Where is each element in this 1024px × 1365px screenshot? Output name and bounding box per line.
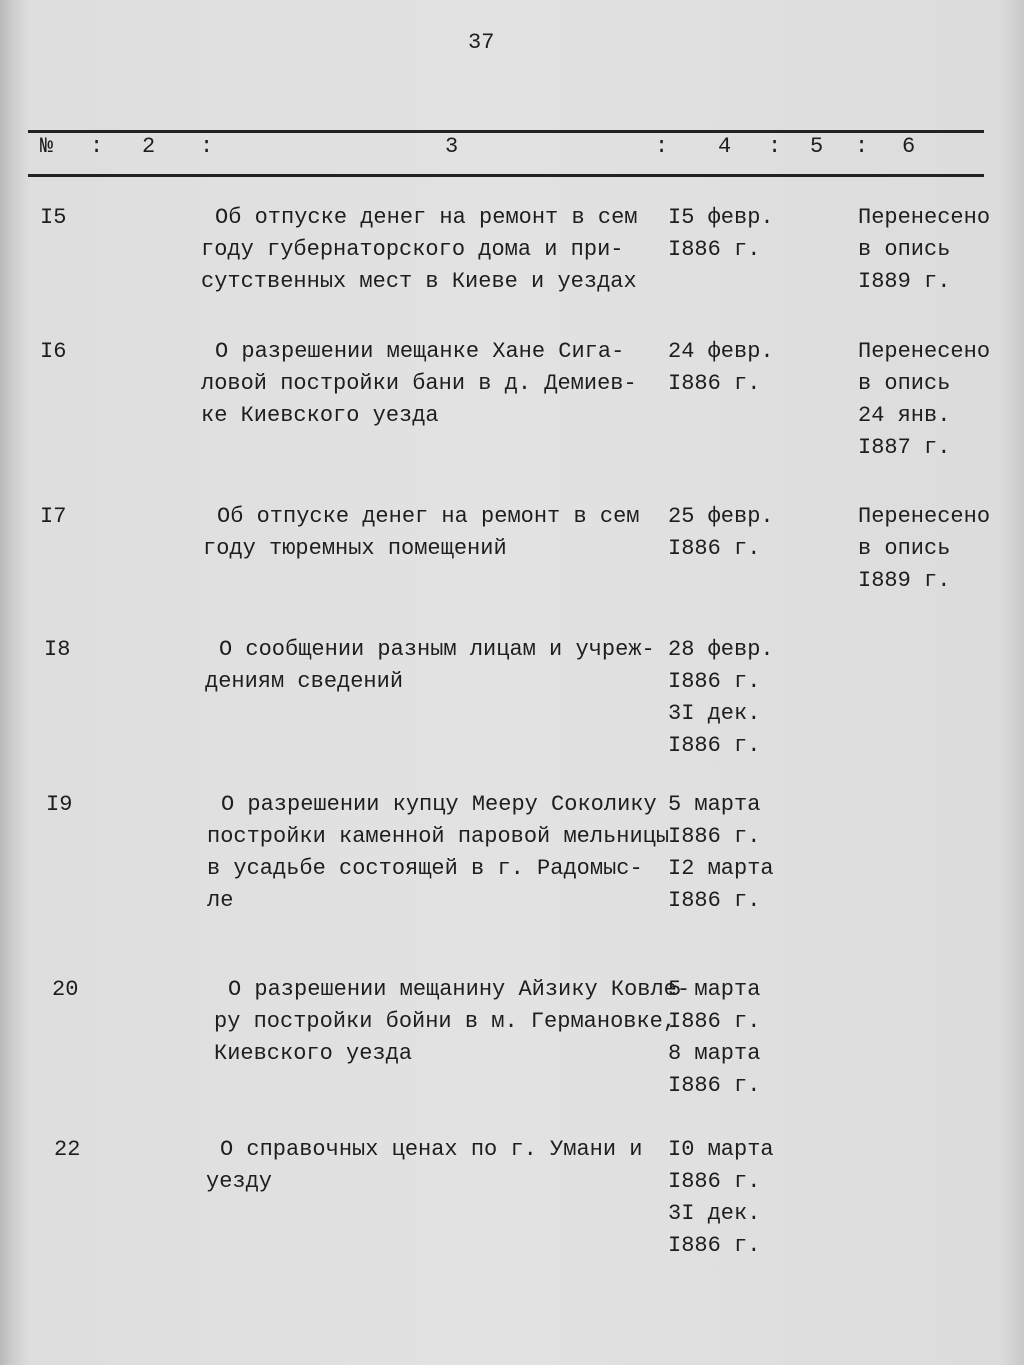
row-dates-line: 24 февр. [668, 339, 774, 364]
row-description-line: постройки каменной паровой мельницы [207, 824, 670, 849]
row-dates [668, 974, 760, 1102]
row-note [858, 336, 990, 464]
row-dates [668, 336, 774, 400]
row-note-line: Перенесено [858, 339, 991, 364]
row-dates-line: 5 марта [668, 977, 761, 1002]
row-dates [668, 1134, 774, 1262]
col-header-2: 2 [142, 134, 156, 159]
row-description-line: О разрешении мещанину Айзику Ковле- [228, 977, 691, 1002]
row-dates-line: I0 марта [668, 1137, 774, 1162]
row-dates-line: I886 г. [668, 536, 761, 561]
row-dates-line: 3I дек. [668, 1201, 761, 1226]
row-dates-line: I886 г. [668, 1009, 761, 1034]
row-dates-line: 8 марта [668, 1041, 761, 1066]
row-description-line: ловой постройки бани в д. Демиев- [201, 371, 637, 396]
row-note-line: I889 г. [858, 568, 951, 593]
row-description-line: Киевского уезда [214, 1041, 413, 1066]
row-note-line: Перенесено [858, 205, 991, 230]
row-dates-line: I886 г. [668, 1233, 761, 1258]
row-number: I5 [40, 205, 67, 230]
row-description [203, 501, 640, 565]
col-header-5: 5 [810, 134, 824, 159]
page-number: 37 [468, 30, 495, 55]
col-header-4: 4 [718, 134, 732, 159]
row-number: I8 [44, 637, 71, 662]
row-note-line: в опись [858, 237, 951, 262]
row-note-line: I889 г. [858, 269, 951, 294]
row-dates-line: I5 февр. [668, 205, 774, 230]
row-description-line: О разрешении мещанке Хане Сига- [215, 339, 625, 364]
row-dates [668, 634, 774, 762]
row-dates-line: I886 г. [668, 824, 761, 849]
row-description-line: сутственных мест в Киеве и уездах [201, 269, 637, 294]
row-description-line: ке Киевского уезда [201, 403, 439, 428]
row-dates-line: I886 г. [668, 371, 761, 396]
row-description-line: году губернаторского дома и при- [201, 237, 624, 262]
row-dates-line: 3I дек. [668, 701, 761, 726]
col-sep: : [855, 134, 869, 159]
col-sep: : [200, 134, 214, 159]
row-note-line: в опись [858, 536, 951, 561]
row-description [201, 336, 637, 432]
header-top-rule [28, 130, 984, 133]
row-dates [668, 789, 774, 917]
header-bottom-rule [28, 174, 984, 177]
row-description [207, 789, 670, 917]
row-dates-line: I886 г. [668, 733, 761, 758]
row-description-line: О справочных ценах по г. Умани и [220, 1137, 643, 1162]
row-dates-line: I886 г. [668, 237, 761, 262]
row-description-line: уезду [206, 1169, 273, 1194]
row-note-line: в опись [858, 371, 951, 396]
row-note [858, 202, 990, 298]
row-dates-line: I886 г. [668, 1073, 761, 1098]
col-sep: : [90, 134, 104, 159]
row-description-line: ле [207, 888, 234, 913]
row-description-line: ру постройки бойни в м. Германовке, [214, 1009, 677, 1034]
row-number: 20 [52, 977, 79, 1002]
row-description [214, 974, 691, 1070]
row-dates-line: 5 марта [668, 792, 761, 817]
row-description-line: Об отпуске денег на ремонт в сем [217, 504, 640, 529]
row-note [858, 501, 990, 597]
row-dates-line: I886 г. [668, 669, 761, 694]
row-note-line: I887 г. [858, 435, 951, 460]
row-note-line: 24 янв. [858, 403, 951, 428]
row-description-line: О сообщении разным лицам и учреж- [219, 637, 655, 662]
row-dates-line: I886 г. [668, 1169, 761, 1194]
row-number: 22 [54, 1137, 81, 1162]
row-note-line: Перенесено [858, 504, 991, 529]
col-header-1: № [40, 134, 54, 159]
row-number: I6 [40, 339, 67, 364]
row-description [201, 202, 638, 298]
row-description [205, 634, 655, 698]
row-dates-line: I886 г. [668, 888, 761, 913]
col-sep: : [768, 134, 782, 159]
row-description-line: дениям сведений [205, 669, 404, 694]
row-description-line: в усадьбе состоящей в г. Радомыс- [207, 856, 643, 881]
row-description [206, 1134, 643, 1198]
row-dates [668, 202, 774, 266]
row-description-line: году тюремных помещений [203, 536, 507, 561]
row-dates-line: 25 февр. [668, 504, 774, 529]
col-sep: : [655, 134, 669, 159]
row-number: I9 [46, 792, 73, 817]
row-number: I7 [40, 504, 67, 529]
col-header-3: 3 [445, 134, 459, 159]
row-description-line: О разрешении купцу Мееру Соколику [221, 792, 657, 817]
row-description-line: Об отпуске денег на ремонт в сем [215, 205, 638, 230]
col-header-6: 6 [902, 134, 916, 159]
row-dates [668, 501, 774, 565]
row-dates-line: 28 февр. [668, 637, 774, 662]
row-dates-line: I2 марта [668, 856, 774, 881]
